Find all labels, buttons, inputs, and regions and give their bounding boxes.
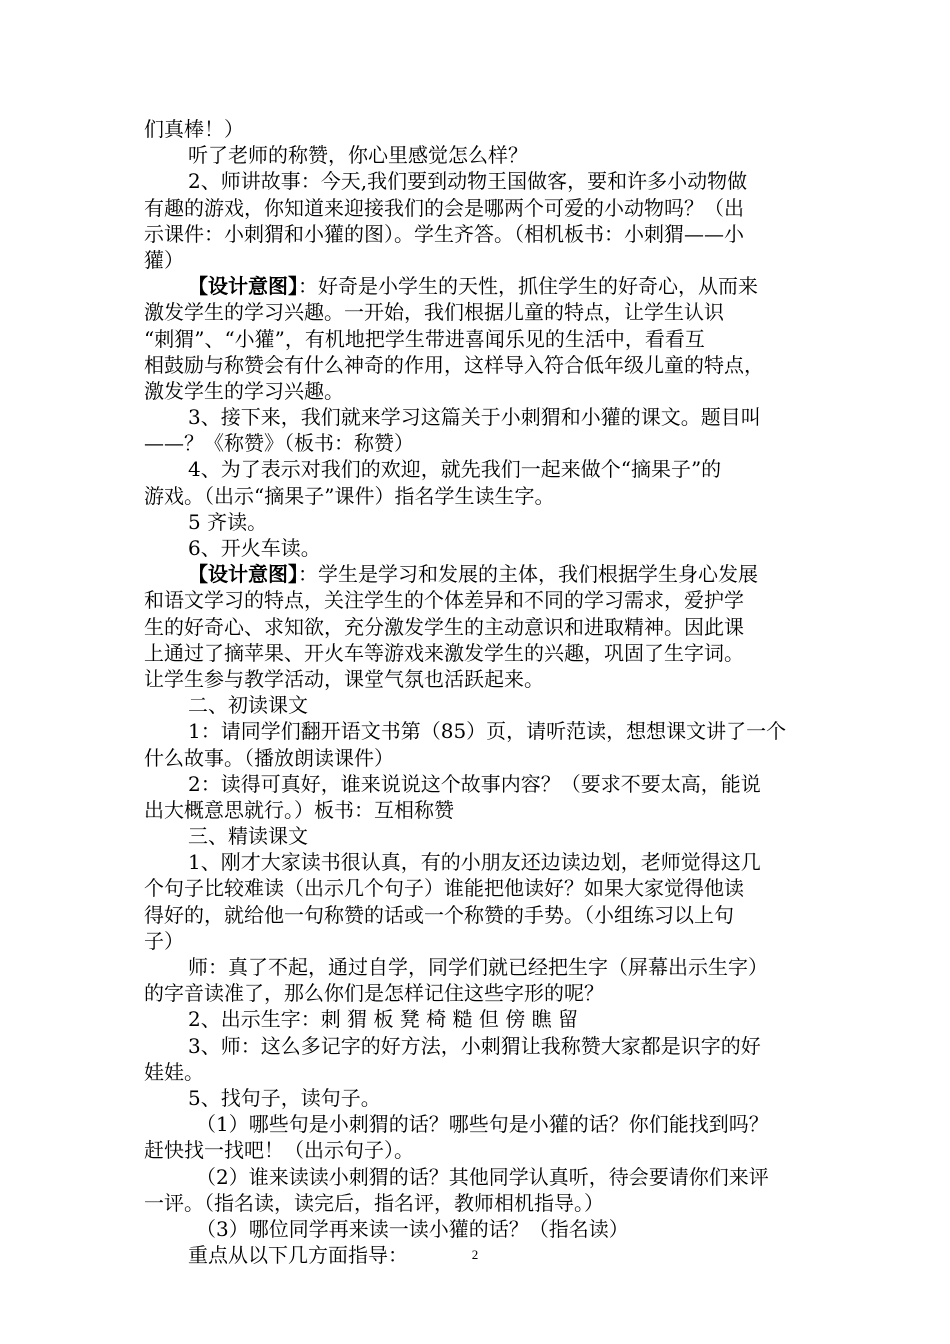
text-line: 的字音读准了，那么你们是怎样记住这些字形的呢？	[144, 981, 604, 1006]
text-line: 激发学生的学习兴趣。	[144, 378, 344, 403]
text-line: 4、为了表示对我们的欢迎，就先我们一起来做个“摘果子”的	[188, 457, 722, 482]
design-intent-text: ：好奇是小学生的天性，抓住学生的好奇心，从而来	[298, 274, 758, 299]
text-line: 有趣的游戏，你知道来迎接我们的会是哪两个可爱的小动物吗？（出	[144, 195, 744, 220]
text-line: 示课件：小刺猬和小獾的图）。学生齐答。（相机板书：小刺猬——小	[144, 221, 744, 246]
text-line: 2、出示生字：刺 猬 板 凳 椅 糙 但 傍 瞧 留	[188, 1007, 578, 1032]
text-line: 娃娃。	[144, 1059, 204, 1084]
text-line: 1：请同学们翻开语文书第（85）页，请听范读，想想课文讲了一个	[188, 719, 787, 744]
text-line: 5、找句子，读句子。	[188, 1085, 381, 1110]
text-line: 2：读得可真好，谁来说说这个故事内容？（要求不要太高，能说	[188, 771, 761, 796]
document-body	[144, 116, 812, 1268]
text-line: 激发学生的学习兴趣。一开始，我们根据儿童的特点，让学生认识	[144, 300, 724, 325]
text-line: 什么故事。（播放朗读课件）	[144, 745, 394, 770]
text-line: 2、师讲故事：今天,我们要到动物王国做客，要和许多小动物做	[188, 169, 748, 194]
text-line: 们真棒！）	[144, 117, 244, 141]
design-intent-label: 【设计意图】	[188, 274, 298, 299]
text-line: 相鼓励与称赞会有什么神奇的作用，这样导入符合低年级儿童的特点，	[144, 352, 764, 377]
text-line: （2）谁来读读小刺猬的话？其他同学认真听，待会要请你们来评	[196, 1164, 769, 1189]
text-line: 个句子比较难读（出示几个句子）谁能把他读好？如果大家觉得他读	[144, 876, 744, 901]
text-line: （3）哪位同学再来读一读小獾的话？（指名读）	[196, 1216, 629, 1241]
section-heading: 二、初读课文	[188, 693, 308, 718]
text-line: 出大概意思就行。）板书：互相称赞	[144, 797, 454, 822]
page-number: 2	[471, 1247, 479, 1262]
text-line: 6、开火车读。	[188, 536, 321, 560]
design-intent-line	[144, 561, 812, 587]
text-line: （1）哪些句是小刺猬的话？哪些句是小獾的话？你们能找到吗？	[196, 1112, 769, 1137]
text-line: 3、接下来，我们就来学习这篇关于小刺猬和小獾的课文。题目叫	[188, 405, 761, 430]
text-line: 子）	[144, 928, 184, 953]
text-line: 上通过了摘苹果、开火车等游戏来激发学生的兴趣，巩固了生字词。	[144, 640, 744, 665]
design-intent-line	[144, 273, 812, 299]
text-line: “刺猬”、“小獾”，有机地把学生带进喜闻乐见的生活中，看看互	[144, 326, 705, 351]
design-intent-label: 【设计意图】	[188, 562, 298, 587]
text-line: 1、刚才大家读书很认真，有的小朋友还边读边划，老师觉得这几	[188, 850, 761, 875]
text-line: 和语文学习的特点，关注学生的个体差异和不同的学习需求，爱护学	[144, 588, 744, 613]
text-line: 生的好奇心、求知欲，充分激发学生的主动意识和进取精神。因此课	[144, 614, 744, 639]
text-line: 獾）	[144, 247, 184, 272]
text-line: 师：真了不起，通过自学，同学们就已经把生字（屏幕出示生字）	[188, 955, 768, 979]
text-line: 游戏。（出示“摘果子”课件）指名学生读生字。	[144, 483, 555, 508]
text-line: 听了老师的称赞，你心里感觉怎么样？	[188, 143, 528, 168]
text-line: 3、师：这么多记字的好方法，小刺猬让我称赞大家都是识字的好	[188, 1033, 761, 1058]
text-line: 让学生参与教学活动，课堂气氛也活跃起来。	[144, 666, 544, 691]
text-line: ——？《称赞》（板书：称赞）	[144, 431, 414, 456]
text-line: 赶快找一找吧！（出示句子）。	[144, 1138, 414, 1163]
text-line: 得好的，就给他一句称赞的话或一个称赞的手势。（小组练习以上句	[144, 902, 734, 927]
text-line: 5 齐读。	[188, 509, 268, 534]
design-intent-text: ：学生是学习和发展的主体，我们根据学生身心发展	[298, 562, 758, 587]
text-line: 一评。（指名读，读完后，指名评，教师相机指导。）	[144, 1190, 604, 1215]
text-line: 重点从以下几方面指导：	[188, 1243, 408, 1268]
section-heading: 三、精读课文	[188, 824, 308, 849]
